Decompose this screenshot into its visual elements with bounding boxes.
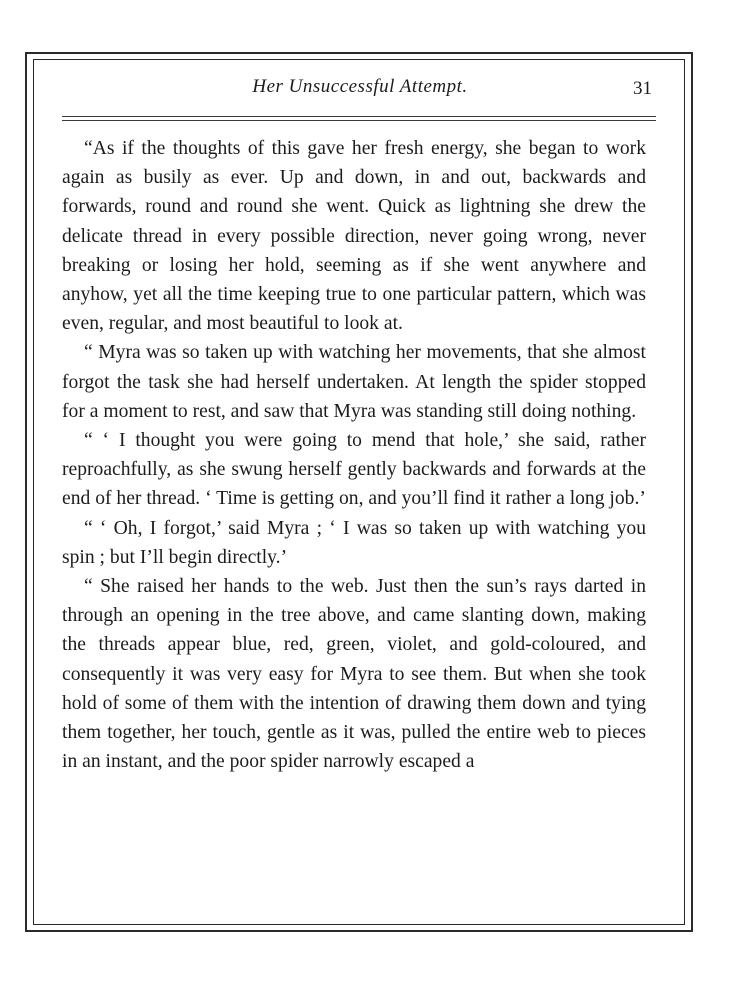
paragraph: “ She raised her hands to the web. Just then the sun’s rays darted in through an opening in the tree above, and came slanting down, making the threads appear blue, red, green, violet, and gold-coloured, and consequently it was very easy for Myra to see them. But when she took hold of some of them with the intention of drawing them down and tying them together, her touch, gentle as it was, pulled the entire web to pieces in an instant, and the poor spider narrowly escaped a [62,576,646,773]
body-text [62,134,646,776]
header-rule-bottom [62,120,656,121]
running-head [60,76,660,106]
running-title: Her Unsuccessful Attempt. [252,76,468,97]
paragraph: “As if the thoughts of this gave her fresh energy, she began to work again as busily as ever. Up and down, in and out, backwards and forwards, round and round she went. Quick as lightning she drew the delicate thread in every possible direction, never going wrong, never breaking or losing her hold, seeming as if she went anywhere and anyhow, yet all the time keeping true to one particular pattern, which was even, regular, and most beautiful to look at. [62,138,646,335]
paragraph: “ ‘ Oh, I forgot,’ said Myra ; ‘ I was so taken up with watching you spin ; but I’ll begin directly.’ [62,517,646,568]
paragraph: “ Myra was so taken up with watching her movements, that she almost forgot the task she had herself undertaken. At length the spider stopped for a moment to rest, and saw that Myra was standing still doing nothing. [62,342,646,422]
page-number: 31 [633,78,652,99]
header-rule-top [62,116,656,117]
paragraph: “ ‘ I thought you were going to mend that hole,’ she said, rather reproachfully, as she swung herself gently backwards and forwards at the end of her thread. ‘ Time is getting on, and you’ll find it rather a long job.’ [62,430,646,510]
